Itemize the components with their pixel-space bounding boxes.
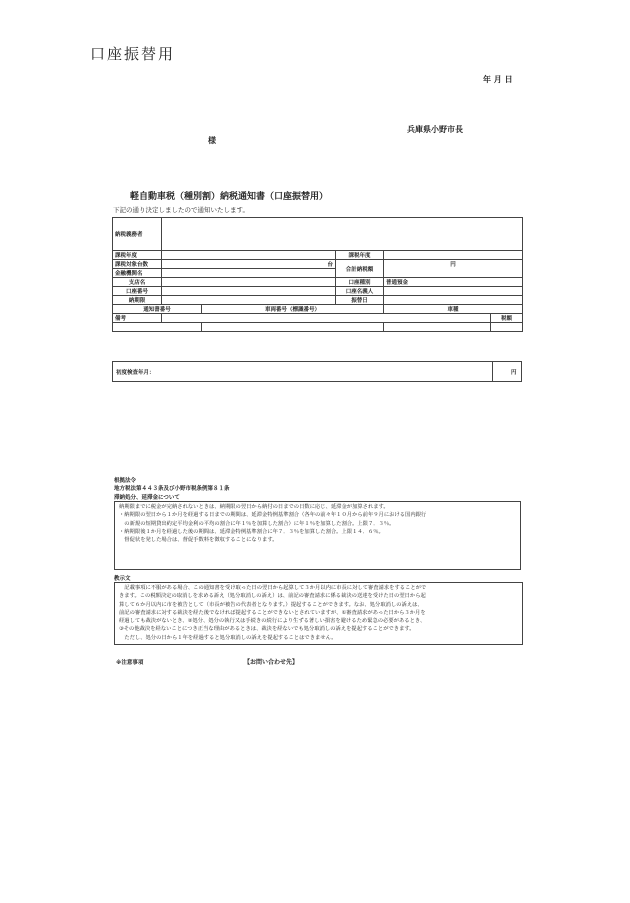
total-label: 合計納税額 xyxy=(336,260,384,278)
inspection-label: 初度検査年月： xyxy=(116,370,155,376)
teaching-line: ③その他裁決を経ないことにつき正当な理由があるときは、裁決を経ないでも処分取消しの訴えを提起することができます。 xyxy=(119,626,415,633)
teaching-line: きます。この税額決定の取消しを求める訴え（処分取消しの訴え）は、前記の審査請求に係る裁決の送達を受けた日の翌日から起 xyxy=(119,593,426,600)
taxpayer-label: 納税義務者 xyxy=(113,218,162,251)
account-type-label: 口座種別 xyxy=(336,278,384,287)
count-label: 課税対象台数 xyxy=(113,260,162,269)
vehicle-number-cell xyxy=(202,323,384,332)
remarks-value xyxy=(162,314,491,323)
count-unit: 台 xyxy=(162,260,336,269)
due-label: 納期限 xyxy=(113,296,162,305)
page-title: 口座振替用 xyxy=(90,45,176,63)
basis-title: 根拠法令 xyxy=(114,478,137,484)
late-fee-line: の新規の短期貸出約定平均金利の平均の割合に年１％を加算した割合）に年１％を加算した割合。上限７．３％。 xyxy=(119,520,395,527)
tax-amount-header: 税額 xyxy=(491,314,523,323)
branch-label: 支店名 xyxy=(113,278,162,287)
tax-notice-form xyxy=(112,217,523,332)
late-fee-line: ・納期限の翌日から１か月を経過する日までの期間は、延滞金特例基準割合（各年の前々年１０月から前年９月における国内銀行 xyxy=(119,512,427,519)
teaching-line: 算して６か月以内に市を被告として（市長が被告の代表者となります。）提起することができます。なお、処分取消しの訴えは、 xyxy=(119,601,423,608)
account-number-value xyxy=(162,287,336,296)
notes-label: ※注意事項 xyxy=(116,660,144,666)
account-number-label: 口座番号 xyxy=(113,287,162,296)
account-holder-label: 口座名義人 xyxy=(336,287,384,296)
late-fee-line: ・納期限後１か月を経過した後の期間は、延滞金特例基準割合に年７．３％を加算した割合。上限１４．６％。 xyxy=(119,528,384,535)
remarks-label: 備考 xyxy=(113,314,162,323)
taxpayer-value xyxy=(162,218,523,251)
bank-label: 金融機関名 xyxy=(113,269,162,278)
tax-year-value xyxy=(384,251,523,260)
late-fee-box xyxy=(114,501,521,570)
total-yen: 円 xyxy=(384,260,523,278)
inspection-yen: 円 xyxy=(511,370,517,376)
transfer-date-label: 振替日 xyxy=(336,296,384,305)
teaching-line: 経過しても裁決がないとき、②処分、処分の執行又は手続きの続行により生ずる著しい損害を避けるため緊急の必要があるとき、 xyxy=(119,618,426,625)
teaching-title: 教示文 xyxy=(114,576,131,582)
issuer-name: 兵庫県小野市長 xyxy=(407,125,463,134)
teaching-line: 記載事項に不服がある場合、この通知書を受け取った日の翌日から起算して３か月以内に市長に対して審査請求をすることがで xyxy=(119,585,427,591)
teaching-line: ただし、処分の日から１年を経過すると処分取消しの訴えを提起することはできません。 xyxy=(119,634,337,641)
tax-year-label: 課税年度 xyxy=(336,251,384,260)
late-fee-line: 督促状を発した場合は、督促手数料を徴収することになります。 xyxy=(119,537,278,544)
transfer-date-value xyxy=(384,296,523,305)
year-value xyxy=(162,251,336,260)
issue-date: 年 月 日 xyxy=(483,75,513,84)
inspection-divider xyxy=(492,362,493,381)
due-value xyxy=(162,296,336,305)
inquiry-label: 【お問い合わせ先】 xyxy=(244,659,299,666)
bank-value xyxy=(162,269,336,278)
recipient-honorific: 様 xyxy=(208,136,216,145)
account-type-value: 普通預金 xyxy=(384,278,523,287)
inspection-box xyxy=(112,361,522,382)
branch-value xyxy=(162,278,336,287)
notice-number-header: 通知書番号 xyxy=(113,305,202,314)
late-fee-title: 滞納処分、延滞金について xyxy=(114,495,180,501)
notice-title: 軽自動車税（種別割）納税通知書（口座振替用） xyxy=(130,192,329,202)
tax-amount-cell xyxy=(491,323,523,332)
notice-intro: 下記の通り決定しましたので通知いたします。 xyxy=(113,206,249,214)
basis-text: 地方税法第４４３条及び小野市税条例第８１条 xyxy=(114,486,230,492)
vehicle-type-cell xyxy=(384,323,491,332)
notice-number-cell xyxy=(113,323,202,332)
vehicle-number-header: 車両番号（標識番号） xyxy=(202,305,384,314)
vehicle-type-header: 車種 xyxy=(384,305,523,314)
taxpayer-row xyxy=(113,218,523,251)
account-holder-value xyxy=(384,287,523,296)
teaching-box xyxy=(114,582,523,645)
teaching-line: 前記の審査請求に対する裁決を経た後でなければ提起することができないとされていますが、①審査請求があった日から３か月を xyxy=(119,609,426,616)
late-fee-line: 納期限までに税金が完納されないときは、納期限の翌日から納付の日までの日数に応じ、延滞金が加算されます。 xyxy=(119,504,389,510)
year-label: 課税年度 xyxy=(113,251,162,260)
